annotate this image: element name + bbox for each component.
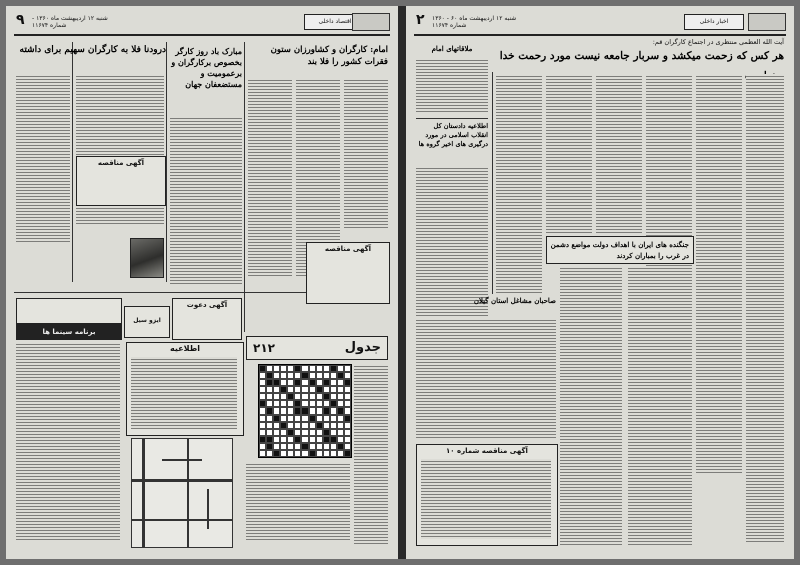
crossword-clues bbox=[246, 462, 350, 542]
crossword-cell bbox=[287, 436, 294, 443]
crossword-cell bbox=[309, 379, 316, 386]
crossword-cell bbox=[337, 415, 344, 422]
crossword-cell bbox=[301, 450, 308, 457]
crossword-cell bbox=[273, 400, 280, 407]
crossword-cell bbox=[259, 379, 266, 386]
crossword-cell bbox=[266, 372, 273, 379]
ad-title: برنامه سینما ها bbox=[42, 328, 96, 336]
crossword-header bbox=[246, 336, 388, 360]
crossword-cell bbox=[316, 436, 323, 443]
crossword-cell bbox=[259, 415, 266, 422]
article-body bbox=[596, 74, 642, 234]
ad-title: ایزو سیل bbox=[133, 317, 161, 324]
crossword-cell bbox=[316, 379, 323, 386]
crossword-cell bbox=[337, 365, 344, 372]
crossword-cell bbox=[301, 386, 308, 393]
crossword-cell bbox=[259, 443, 266, 450]
crossword-cell bbox=[344, 443, 351, 450]
announcement-text bbox=[131, 357, 237, 429]
crossword-cell bbox=[316, 415, 323, 422]
article-body bbox=[170, 116, 242, 286]
crossword-cell bbox=[280, 379, 287, 386]
location-map bbox=[131, 438, 233, 548]
crossword-cell bbox=[337, 386, 344, 393]
crossword-cell bbox=[301, 443, 308, 450]
column-rule bbox=[166, 42, 167, 282]
notice-title: آگهی دعوت bbox=[186, 301, 228, 309]
crossword-cell bbox=[287, 379, 294, 386]
crossword-cell bbox=[287, 386, 294, 393]
crossword-cell bbox=[266, 415, 273, 422]
notice-text bbox=[421, 459, 551, 539]
crossword-cell bbox=[337, 372, 344, 379]
crossword-cell bbox=[301, 372, 308, 379]
crossword-number: ۲۱۲ bbox=[253, 341, 275, 355]
article-body bbox=[746, 74, 784, 544]
crossword-cell bbox=[266, 365, 273, 372]
crossword-cell bbox=[273, 379, 280, 386]
crossword-cell bbox=[273, 422, 280, 429]
crossword-cell bbox=[330, 415, 337, 422]
crossword-cell bbox=[301, 436, 308, 443]
crossword-cell bbox=[344, 365, 351, 372]
crossword-cell bbox=[323, 422, 330, 429]
notice-box bbox=[172, 298, 242, 340]
masthead-logo bbox=[748, 13, 786, 31]
crossword-cell bbox=[259, 372, 266, 379]
crossword-cell bbox=[337, 450, 344, 457]
crossword-cell bbox=[309, 429, 316, 436]
crossword-cell bbox=[266, 386, 273, 393]
crossword-cell bbox=[294, 429, 301, 436]
notice-title: آگهی مناقصه شماره ۱۰ bbox=[446, 447, 528, 455]
right-page bbox=[406, 6, 794, 559]
crossword-cell bbox=[301, 393, 308, 400]
crossword-cell bbox=[280, 400, 287, 407]
crossword-cell bbox=[273, 393, 280, 400]
crossword-cell bbox=[301, 422, 308, 429]
crossword-cell bbox=[316, 422, 323, 429]
article-body bbox=[344, 78, 388, 228]
column-rule bbox=[72, 42, 73, 282]
crossword-cell bbox=[323, 365, 330, 372]
crossword-cell bbox=[287, 365, 294, 372]
crossword-cell bbox=[344, 415, 351, 422]
notice-box bbox=[76, 156, 166, 206]
crossword-cell bbox=[266, 379, 273, 386]
crossword-cell bbox=[316, 407, 323, 414]
crossword-cell bbox=[323, 450, 330, 457]
crossword-cell bbox=[330, 400, 337, 407]
crossword-cell bbox=[294, 379, 301, 386]
crossword-cell bbox=[287, 443, 294, 450]
crossword-cell bbox=[273, 436, 280, 443]
crossword-cell bbox=[330, 386, 337, 393]
article-headline: ملاقاتهای امام bbox=[431, 44, 473, 53]
crossword-cell bbox=[287, 450, 294, 457]
crossword-cell bbox=[294, 422, 301, 429]
crossword-cell bbox=[323, 407, 330, 414]
crossword-cell bbox=[273, 415, 280, 422]
crossword-cell bbox=[301, 379, 308, 386]
crossword-cell bbox=[309, 407, 316, 414]
crossword-cell bbox=[301, 429, 308, 436]
article-body bbox=[416, 58, 488, 114]
masthead-logo bbox=[352, 13, 390, 31]
crossword-cell bbox=[287, 415, 294, 422]
crossword-cell bbox=[330, 422, 337, 429]
article-body bbox=[696, 74, 742, 474]
article-body bbox=[496, 74, 542, 294]
crossword-cell bbox=[316, 386, 323, 393]
crossword-cell bbox=[294, 393, 301, 400]
crossword-cell bbox=[330, 429, 337, 436]
column-rule bbox=[492, 72, 493, 294]
crossword-cell bbox=[323, 372, 330, 379]
crossword-cell bbox=[294, 443, 301, 450]
crossword-cell bbox=[259, 436, 266, 443]
crossword-cell bbox=[273, 372, 280, 379]
crossword-cell bbox=[316, 400, 323, 407]
crossword-cell bbox=[330, 436, 337, 443]
crossword-cell bbox=[323, 429, 330, 436]
article-headline: اطلاعیه دادستان کل انقلاب اسلامی در مورد درگیری های اخیر گروه ها bbox=[418, 122, 488, 148]
crossword-cell bbox=[330, 450, 337, 457]
crossword-cell bbox=[344, 379, 351, 386]
portrait-photo bbox=[130, 238, 164, 278]
article-body bbox=[416, 166, 488, 316]
crossword-cell bbox=[337, 436, 344, 443]
crossword-cell bbox=[294, 400, 301, 407]
main-headline: هر کس که زحمت میکشد و سربار جامعه نیست مورد رحمت خدا bbox=[499, 50, 784, 62]
crossword-cell bbox=[259, 450, 266, 457]
crossword-cell bbox=[344, 429, 351, 436]
crossword-cell bbox=[323, 436, 330, 443]
crossword-cell bbox=[344, 422, 351, 429]
article-body bbox=[628, 266, 692, 546]
crossword-cell bbox=[287, 372, 294, 379]
crossword-cell bbox=[266, 429, 273, 436]
crossword-cell bbox=[280, 386, 287, 393]
crossword-cell bbox=[280, 393, 287, 400]
article-headline: مبارک باد روز کارگر بخصوص برکارگران و برعمومیت و مستضعفان جهان bbox=[171, 46, 242, 89]
announcement-box bbox=[126, 342, 244, 436]
crossword-cell bbox=[323, 443, 330, 450]
crossword-cell bbox=[323, 379, 330, 386]
crossword-cell bbox=[259, 429, 266, 436]
article-headline: امام: کارگران و کشاورزان ستون فقرات کشور را فلا بند bbox=[270, 45, 388, 67]
right-page-header bbox=[414, 12, 786, 36]
crossword-cell bbox=[280, 422, 287, 429]
crossword-cell bbox=[266, 436, 273, 443]
crossword-cell bbox=[323, 393, 330, 400]
crossword-cell bbox=[337, 429, 344, 436]
crossword-cell bbox=[344, 436, 351, 443]
crossword-cell bbox=[330, 393, 337, 400]
crossword-cell bbox=[337, 393, 344, 400]
crossword-cell bbox=[323, 415, 330, 422]
article-headline: صاحبان مشاغل استان گیلان bbox=[473, 296, 556, 305]
crossword-cell bbox=[337, 422, 344, 429]
column-rule bbox=[244, 42, 245, 332]
crossword-cell bbox=[337, 379, 344, 386]
crossword-cell bbox=[273, 429, 280, 436]
crossword-cell bbox=[266, 393, 273, 400]
crossword-cell bbox=[330, 372, 337, 379]
crossword-cell bbox=[280, 407, 287, 414]
crossword-cell bbox=[287, 393, 294, 400]
crossword-cell bbox=[316, 450, 323, 457]
crossword-cell bbox=[309, 386, 316, 393]
crossword-cell bbox=[316, 393, 323, 400]
section-label: اقتصاد داخلی bbox=[304, 14, 366, 30]
page-number: ۹ bbox=[16, 12, 25, 28]
listing-text bbox=[16, 342, 120, 542]
crossword-cell bbox=[316, 429, 323, 436]
crossword-cell bbox=[337, 407, 344, 414]
crossword-grid bbox=[258, 364, 352, 458]
page-gutter bbox=[398, 6, 406, 559]
crossword-cell bbox=[266, 422, 273, 429]
crossword-cell bbox=[259, 393, 266, 400]
crossword-cell bbox=[294, 415, 301, 422]
crossword-cell bbox=[344, 393, 351, 400]
crossword-cell bbox=[301, 400, 308, 407]
crossword-cell bbox=[316, 365, 323, 372]
crossword-cell bbox=[287, 407, 294, 414]
crossword-cell bbox=[294, 436, 301, 443]
crossword-cell bbox=[280, 415, 287, 422]
left-page-header bbox=[14, 12, 390, 36]
crossword-cell bbox=[316, 443, 323, 450]
crossword-cell bbox=[309, 436, 316, 443]
crossword-cell bbox=[323, 400, 330, 407]
crossword-cell bbox=[330, 407, 337, 414]
crossword-cell bbox=[294, 365, 301, 372]
crossword-cell bbox=[294, 450, 301, 457]
crossword-cell bbox=[309, 450, 316, 457]
article-body bbox=[248, 78, 292, 278]
date-line: شنبه ۱۲ اردیبهشت ماه ۱۳۶۰ - شماره ۱۱۶۷۴ bbox=[32, 15, 108, 29]
left-page bbox=[6, 6, 398, 559]
crossword-cell bbox=[287, 422, 294, 429]
notice-title: اطلاعیه bbox=[170, 344, 200, 353]
ad-box bbox=[16, 298, 122, 324]
crossword-cell bbox=[337, 443, 344, 450]
crossword-cell bbox=[309, 393, 316, 400]
crossword-cell bbox=[309, 443, 316, 450]
crossword-cell bbox=[330, 379, 337, 386]
headline-kicker: آیت الله العظمی منتظری در اجتماع کارگران قم: bbox=[652, 38, 784, 46]
article-body bbox=[416, 318, 556, 438]
notice-box bbox=[416, 444, 558, 546]
crossword-cell bbox=[323, 386, 330, 393]
crossword-cell bbox=[301, 365, 308, 372]
article-body bbox=[560, 266, 622, 546]
crossword-cell bbox=[280, 372, 287, 379]
article-headline: جنگنده های ایران با اهداف دولت مواضع دشمن در غرب را بمباران کردند bbox=[550, 240, 689, 260]
notice-box bbox=[306, 242, 390, 304]
crossword-cell bbox=[280, 443, 287, 450]
crossword-cell bbox=[280, 450, 287, 457]
article-body bbox=[16, 74, 70, 244]
crossword-cell bbox=[309, 400, 316, 407]
crossword-cell bbox=[344, 400, 351, 407]
crossword-cell bbox=[259, 386, 266, 393]
crossword-cell bbox=[266, 407, 273, 414]
page-number: ۲ bbox=[416, 12, 425, 28]
crossword-cell bbox=[259, 365, 266, 372]
crossword-cell bbox=[309, 372, 316, 379]
crossword-cell bbox=[344, 386, 351, 393]
notice-title: آگهی مناقصه bbox=[324, 245, 372, 253]
section-rule bbox=[416, 118, 488, 119]
crossword-cell bbox=[280, 436, 287, 443]
crossword-cell bbox=[294, 407, 301, 414]
crossword-cell bbox=[266, 450, 273, 457]
date-line: شنبه ۱۲ اردیبهشت ماه ۶۰ - ۱۳۶۰ شماره ۱۱۶۷۴ bbox=[432, 15, 517, 29]
newspaper-spread bbox=[6, 6, 794, 559]
crossword-cell bbox=[259, 422, 266, 429]
crossword-cell bbox=[344, 450, 351, 457]
article-body bbox=[546, 74, 592, 234]
crossword-clues bbox=[354, 364, 388, 544]
crossword-cell bbox=[330, 365, 337, 372]
crossword-cell bbox=[344, 407, 351, 414]
crossword-cell bbox=[309, 365, 316, 372]
crossword-cell bbox=[287, 400, 294, 407]
crossword-cell bbox=[301, 415, 308, 422]
section-label: اخبار داخلی bbox=[684, 14, 744, 30]
article-headline: درودنا فلا به کارگران سهیم برای داشته bbox=[19, 45, 166, 55]
crossword-cell bbox=[294, 372, 301, 379]
crossword-cell bbox=[273, 365, 280, 372]
ad-box bbox=[124, 306, 170, 338]
crossword-cell bbox=[294, 386, 301, 393]
crossword-cell bbox=[266, 400, 273, 407]
crossword-cell bbox=[273, 407, 280, 414]
crossword-cell bbox=[280, 429, 287, 436]
notice-title: آگهی مناقصه bbox=[97, 159, 145, 167]
crossword-cell bbox=[337, 400, 344, 407]
headline-box bbox=[546, 236, 694, 264]
crossword-cell bbox=[280, 365, 287, 372]
crossword-cell bbox=[287, 429, 294, 436]
crossword-cell bbox=[273, 386, 280, 393]
crossword-cell bbox=[344, 372, 351, 379]
crossword-cell bbox=[259, 400, 266, 407]
crossword-cell bbox=[273, 443, 280, 450]
crossword-cell bbox=[330, 443, 337, 450]
crossword-cell bbox=[309, 415, 316, 422]
crossword-cell bbox=[316, 372, 323, 379]
crossword-cell bbox=[273, 450, 280, 457]
ad-banner bbox=[16, 324, 122, 340]
crossword-cell bbox=[309, 422, 316, 429]
crossword-cell bbox=[301, 407, 308, 414]
crossword-cell bbox=[259, 407, 266, 414]
crossword-title: جدول bbox=[344, 340, 381, 355]
crossword-cell bbox=[266, 443, 273, 450]
